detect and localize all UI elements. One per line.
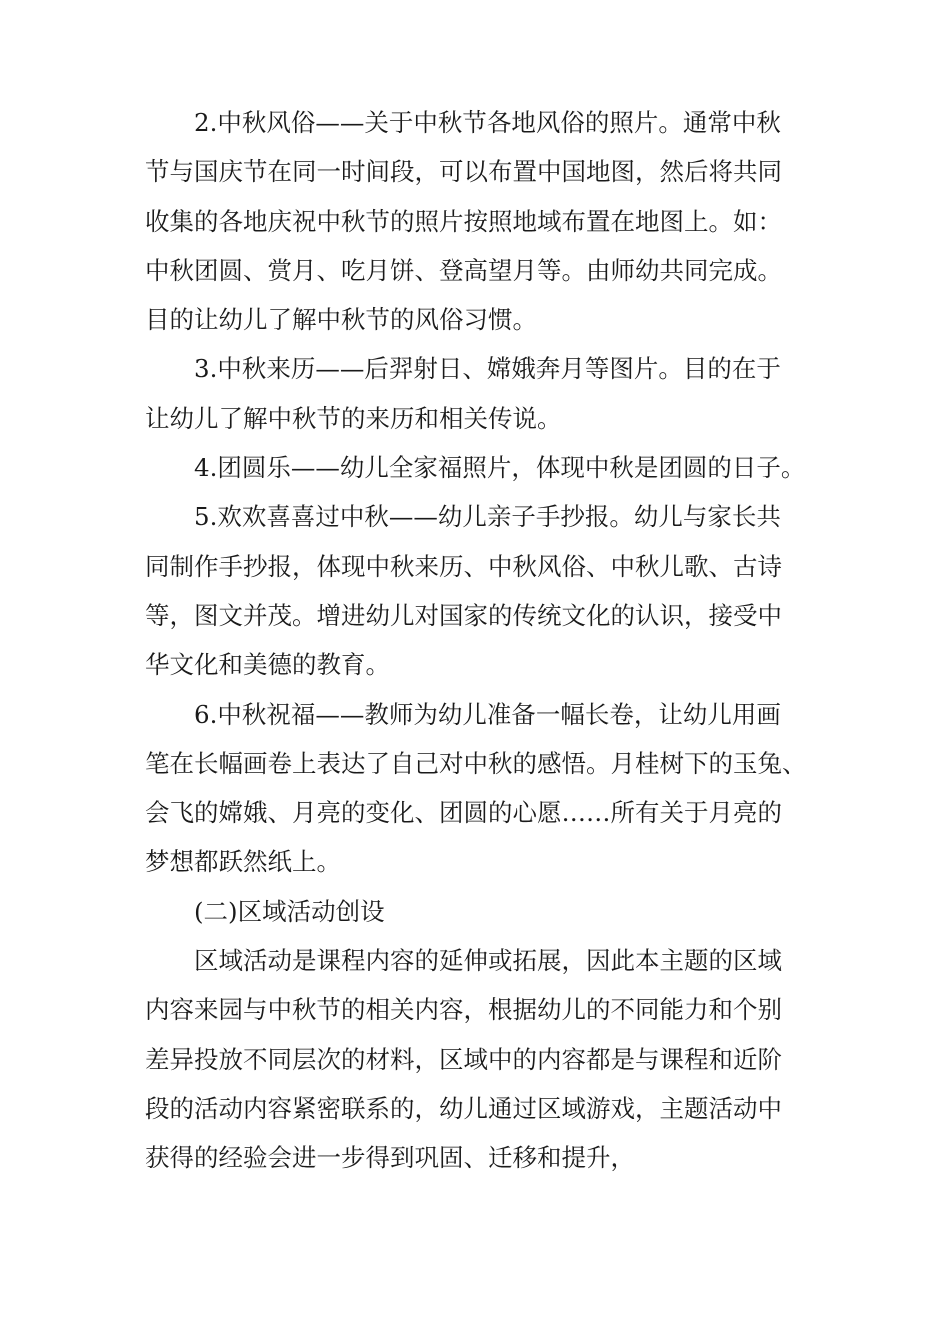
text-line: 4.团圆乐——幼儿全家福照片，体现中秋是团圆的日子。 — [194, 453, 806, 483]
text-line: 获得的经验会进一步得到巩固、迁移和提升， — [145, 1143, 635, 1173]
text-line: 同制作手抄报，体现中秋来历、中秋风俗、中秋儿歌、古诗 — [145, 551, 782, 581]
text-line: 让幼儿了解中秋节的来历和相关传说。 — [145, 403, 562, 433]
text-line: 内容来园与中秋节的相关内容，根据幼儿的不同能力和个别 — [145, 995, 782, 1025]
text-line: 段的活动内容紧密联系的，幼儿通过区域游戏，主题活动中 — [145, 1093, 782, 1123]
text-line: 收集的各地庆祝中秋节的照片按照地域布置在地图上。如： — [145, 206, 782, 236]
text-line: 3.中秋来历——后羿射日、嫦娥奔月等图片。目的在于 — [194, 354, 781, 384]
text-line: 中秋团圆、赏月、吃月饼、登高望月等。由师幼共同完成。 — [145, 255, 782, 285]
text-line: 5.欢欢喜喜过中秋——幼儿亲子手抄报。幼儿与家长共 — [194, 502, 781, 532]
text-line: 等，图文并茂。增进幼儿对国家的传统文化的认识，接受中 — [145, 600, 782, 630]
document-body — [145, 98, 810, 1183]
text-line: 会飞的嫦娥、月亮的变化、团圆的心愿……所有关于月亮的 — [145, 798, 782, 828]
text-line: 华文化和美德的教育。 — [145, 650, 390, 680]
text-line: 梦想都跃然纸上。 — [145, 847, 341, 877]
text-line: 差异投放不同层次的材料，区域中的内容都是与课程和近阶 — [145, 1044, 782, 1074]
text-line: 区域活动是课程内容的延伸或拓展，因此本主题的区域 — [194, 946, 782, 976]
text-line: 节与国庆节在同一时间段，可以布置中国地图，然后将共同 — [145, 157, 782, 187]
text-line: 2.中秋风俗——关于中秋节各地风俗的照片。通常中秋 — [194, 108, 781, 137]
text-line: 笔在长幅画卷上表达了自己对中秋的感悟。月桂树下的玉兔、 — [145, 748, 807, 778]
text-line: 目的让幼儿了解中秋节的风俗习惯。 — [145, 305, 537, 335]
section-heading: (二)区域活动创设 — [194, 896, 385, 926]
text-line: 6.中秋祝福——教师为幼儿准备一幅长卷，让幼儿用画 — [194, 699, 781, 729]
